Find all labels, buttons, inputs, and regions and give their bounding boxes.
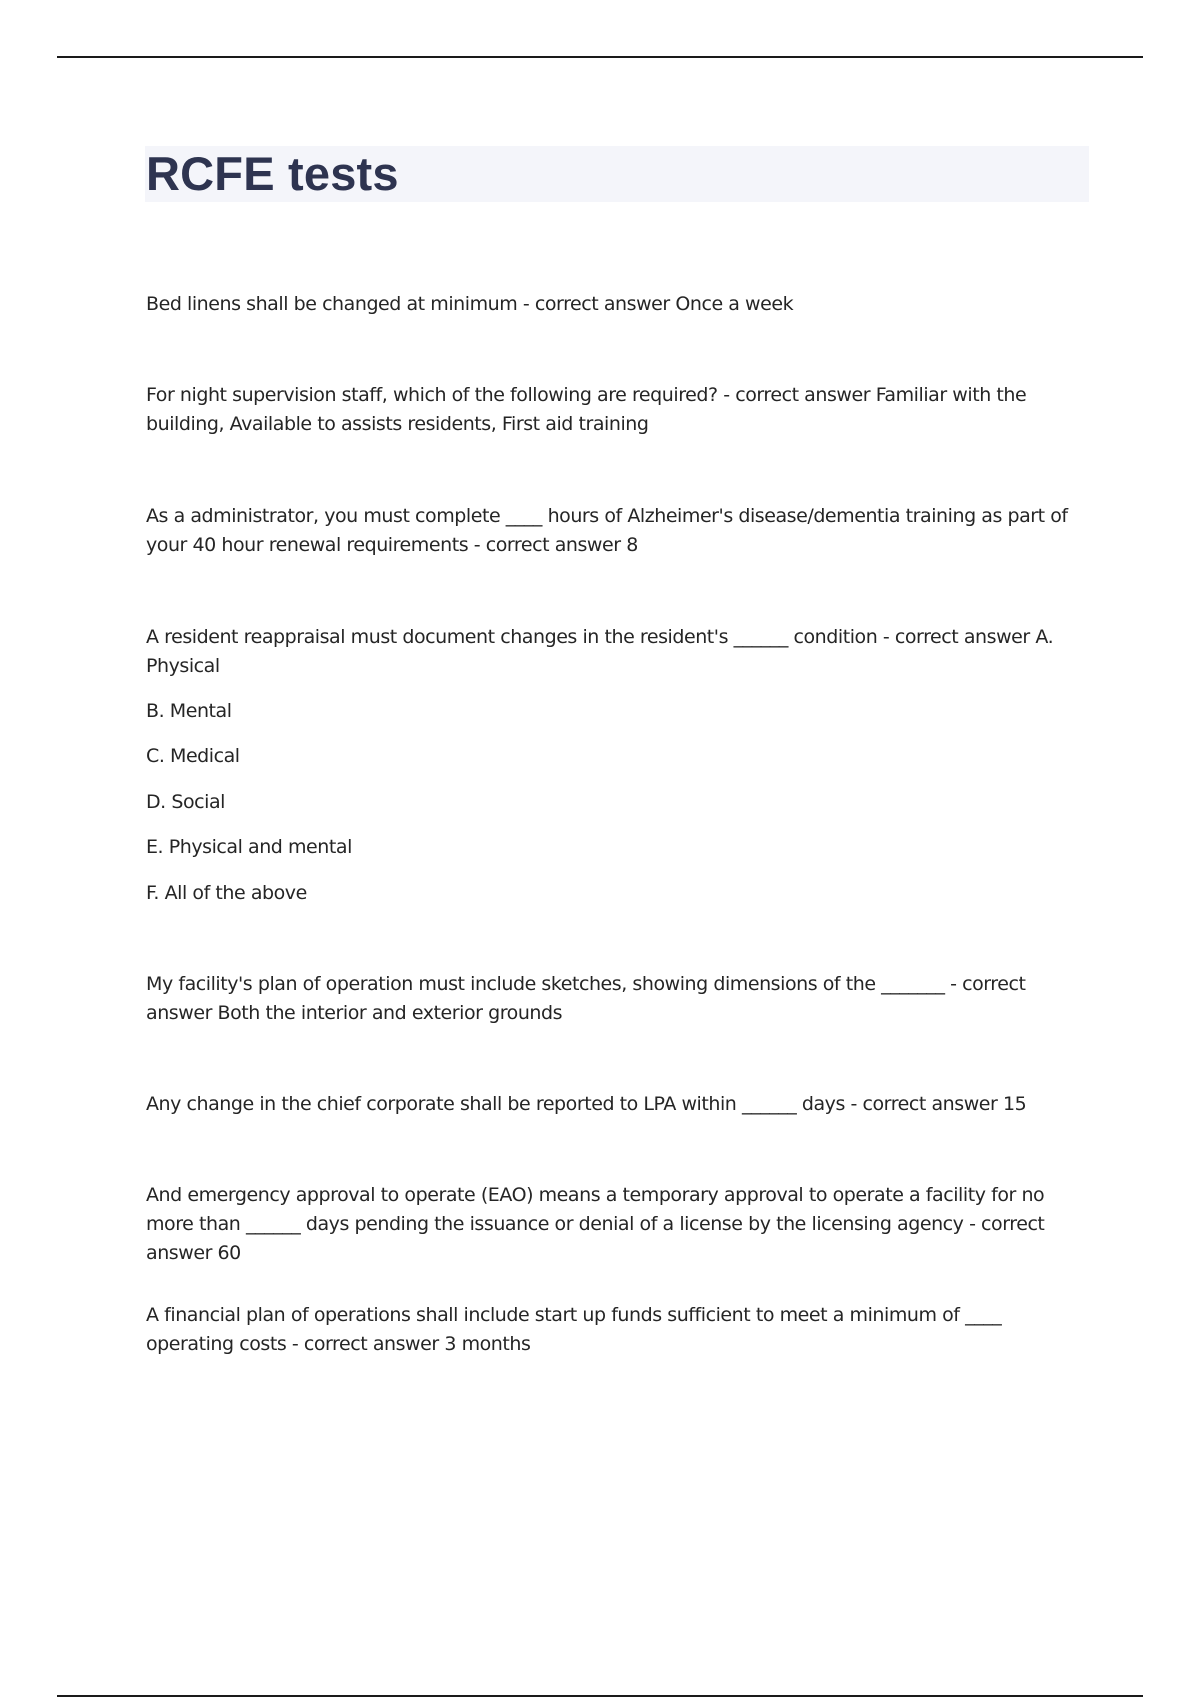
question-item: For night supervision staff, which of the following are required? - correct answer Familiar with the building, Available to assists residents, First aid training xyxy=(146,384,1027,435)
question-item: Any change in the chief corporate shall be reported to LPA within ______ days - correct answer 15 xyxy=(146,1093,1027,1115)
footer-rule xyxy=(57,1695,1143,1697)
page-title: RCFE tests xyxy=(146,147,399,200)
answer-option: D. Social xyxy=(146,791,225,813)
answer-option: F. All of the above xyxy=(146,882,307,904)
header-rule xyxy=(57,56,1143,58)
answer-option: E. Physical and mental xyxy=(146,836,352,858)
question-item: My facility's plan of operation must include sketches, showing dimensions of the _______ - correct answer Both the interior and exterior grounds xyxy=(146,973,1026,1024)
question-item: A financial plan of operations shall include start up funds sufficient to meet a minimum of ____ operating costs - correct answer 3 months xyxy=(146,1304,1002,1355)
question-item: As a administrator, you must complete ____ hours of Alzheimer's disease/dementia training as part of your 40 hour renewal requirements - correct answer 8 xyxy=(146,505,1068,556)
question-item: A resident reappraisal must document changes in the resident's ______ condition - correct answer A. Physical xyxy=(146,626,1054,677)
answer-option: C. Medical xyxy=(146,745,240,767)
question-item: Bed linens shall be changed at minimum - correct answer Once a week xyxy=(146,293,794,315)
answer-option: B. Mental xyxy=(146,700,232,722)
question-item: And emergency approval to operate (EAO) means a temporary approval to operate a facility for no more than ______ days pending the issuance or denial of a license by the licensing agency - correct answer 60 xyxy=(146,1184,1045,1264)
